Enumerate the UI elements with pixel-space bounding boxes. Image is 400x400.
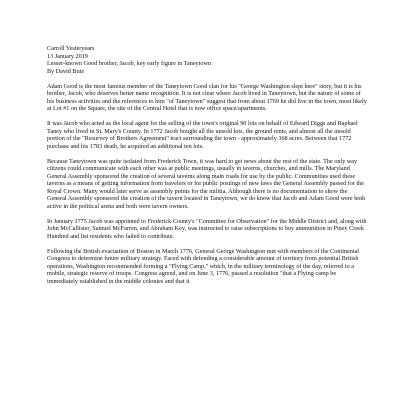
article — [47, 45, 367, 293]
article-headline: Lesser-known Good brother, Jacob, key early figure in Taneytown — [47, 60, 212, 67]
paragraph-3: Because Taneytown was quite isolated from Frederick Town, it was hard to get news about the rest of the state. The only way citizens could communicate with each other was at public meetings, usually in taverns, churches, and mills. The Maryland General Assembly sponsored the creation of several taverns along main roads for use by the public. Communities used these taverns as a means of getting information from travelers or for public postings of new laws the General Assembly passed for the Royal Crown. Many would later serve as assembly points for the militia. Although there is no documentation to show the General Assembly sponsored the creation of the tavern located in Taneytown, we do know that Jacob and Adam Good were both active in the political arena and both were tavern owners. — [47, 157, 366, 210]
paragraph-5: Following the British evacuation of Boston in March 1776, General George Washington met with members of the Continental Congress to determine future military strategy. Faced with defending a considerable amount of territory from potential British operations, Washington recommended forming a "Flying Camp," which, in the military terminology of the day, referred to a mobile, strategic reserve of troops. Congress agreed, and on June 3, 1776, passed a resolution "that a Flying camp be immediately established in the middle colonies and that it — [47, 247, 360, 285]
paragraph-4: In January 1775 Jacob was appointed to Frederick County's "Committee for Observation" for the Middle District and, along with John McCallister, Samuel McFarren, and Abraham Key, was instructed to raise subscriptions to buy ammunition in Piney Creek Hundred and list residents who failed to contribute. — [47, 217, 367, 240]
column-name: Carroll Yesteryears — [47, 45, 95, 52]
paragraph-2: It was Jacob who acted as the local agent for the selling of the town's original 90 lots on behalf of Edward Diggs and Raphael Taney who lived in St. Mary's County. In 1772 Jacob bought all the unsold lots, the ground rents, and almost all the unsold portion of the "Resurvey of Brothers Agreement" tract surrounding the town - approximately 368 acres. Between that 1772 purchase and his 1783 death, he acquired an additional ten lots. — [47, 120, 358, 150]
article-byline: By David Buie — [47, 67, 85, 75]
paragraph-1: Adam Good is the most famous member of the Taneytown Good clan for his "George Washington slept here" story, but it is his brother, Jacob, who deserves better name recognition. It is not clear where Jacob lived in Taneytown, but the nature of some of his business activities and the references to him "of Taneytown" suggest that from about 1769 he did live in the town, most likely at Lot #1 on the Square, the site of the Central Hotel that is now office space/apartments. — [47, 82, 367, 112]
article-date: 13 January 2019 — [47, 52, 88, 60]
